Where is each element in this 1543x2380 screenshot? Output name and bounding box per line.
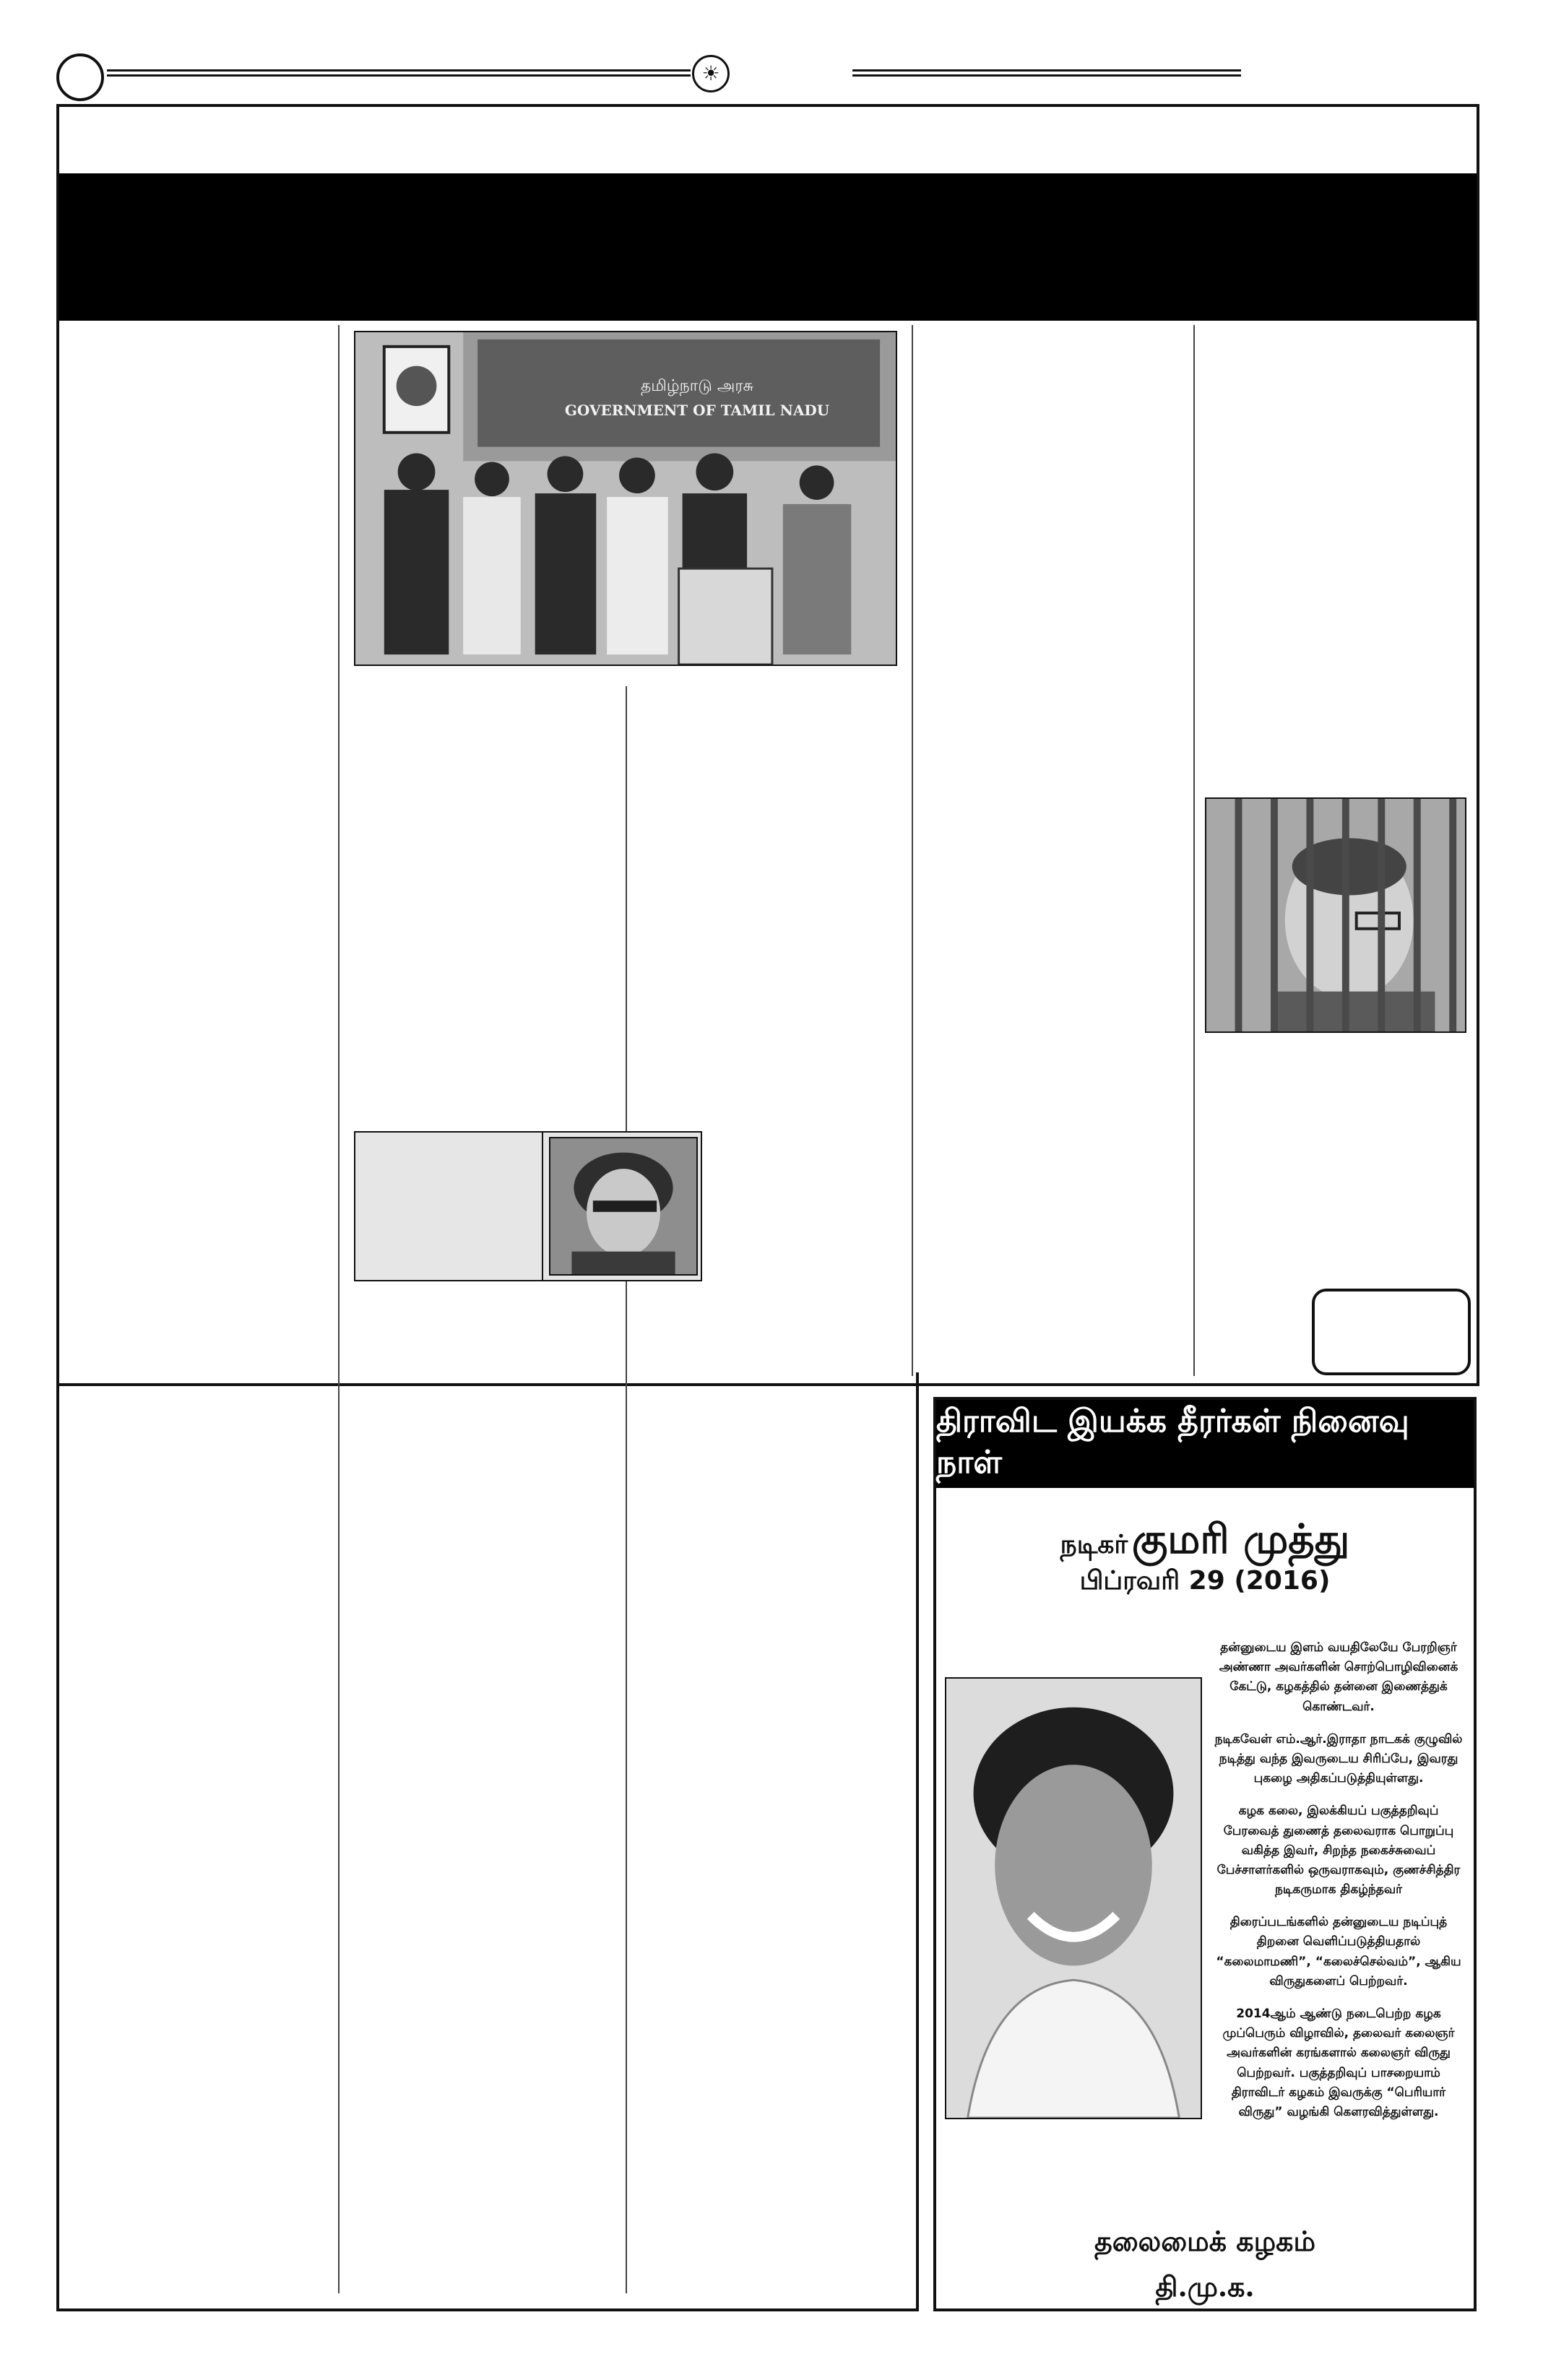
memorial-ad-paragraph: 2014ஆம் ஆண்டு நடைபெற்ற கழக முப்பெரும் விழாவில், தலைவர் கலைஞர் அவர்களின் கரங்களால் கலைஞர் விருது பெற்றவர். பகுத்தறிவுப் பாசறையாம் திராவிடர் கழகம் இவருக்கு “பெரியார் விருது” வழங்கி கௌரவித்துள்ளது. xyxy=(1222,2007,1455,2119)
portrait-photo xyxy=(549,1137,698,1276)
column-rule xyxy=(912,325,913,1376)
memorial-ad-paragraph: கழக கலை, இலக்கியப் பகுத்தறிவுப் பேரவைத் துணைத் தலைவராக பொறுப்பு வகித்த இவர், சிறந்த நகைச்சுவைப் பேச்சாளர்களில் ஒருவராகவும், குணச்சித்திர நடிகருமாக திகழ்ந்தவர் xyxy=(1216,1804,1461,1897)
memorial-ad-date: பிப்ரவரி 29 (2016) xyxy=(1079,1566,1331,1596)
memorial-ad-footer-line2: தி.மு.க. xyxy=(1155,2270,1255,2303)
memorial-ad-header: திராவிட இயக்க தீரர்கள் நினைவு நாள் xyxy=(936,1400,1474,1488)
memorial-ad-footer xyxy=(936,2225,1474,2307)
column-rule xyxy=(626,686,627,2293)
lower-left-frame xyxy=(56,1372,919,2311)
memorial-ad-name-main: குமரி முத்து xyxy=(1131,1515,1350,1563)
memorial-ad-name xyxy=(936,1515,1474,1568)
continued-box xyxy=(1312,1289,1471,1375)
memorial-ad-paragraph: தன்னுடைய இளம் வயதிலேயே பேரறிஞர் அண்ணா அவர்களின் சொற்பொழிவினைக் கேட்டு, கழகத்தில் தன்னை இணைத்துக் கொண்டவர். xyxy=(1219,1640,1458,1714)
headline-band xyxy=(59,173,1477,321)
behind-bars-photo xyxy=(1205,797,1466,1033)
page-number-circle xyxy=(56,53,104,101)
ceremony-emblem-text-tamil: தமிழ்நாடு அரசு xyxy=(640,377,754,395)
memorial-ad-paragraph: நடிகவேள் எம்.ஆர்.இராதா நாடகக் குழுவில் நடித்து வந்த இவருடைய சிரிப்பே, இவரது புகழை அதிகப்படுத்தியுள்ளது. xyxy=(1214,1731,1463,1786)
ceremony-emblem-text-english: GOVERNMENT OF TAMIL NADU xyxy=(564,402,830,419)
memorial-ad-footer-line1: தலைமைக் கழகம் xyxy=(1094,2225,1316,2257)
memorial-ad-paragraph: திரைப்படங்களில் தன்னுடைய நடிப்புத் திறனை வெளிப்படுத்தியதால் “கலைமாமணி”, “கலைச்செல்வம்”, ஆகிய விருதுகளைப் பெற்றவர். xyxy=(1216,1915,1461,1989)
party-emblem-icon: ☀ xyxy=(692,55,730,92)
column-rule xyxy=(1193,325,1195,1376)
memorial-portrait-photo xyxy=(945,1677,1202,2119)
masthead-rule-right xyxy=(852,69,1241,77)
inset-divider xyxy=(542,1131,543,1281)
column-rule xyxy=(338,325,340,2293)
memorial-ad-name-prefix: நடிகர் xyxy=(1060,1529,1128,1559)
masthead-rule-left xyxy=(107,69,691,77)
memorial-ad-body xyxy=(1211,1638,1466,2135)
